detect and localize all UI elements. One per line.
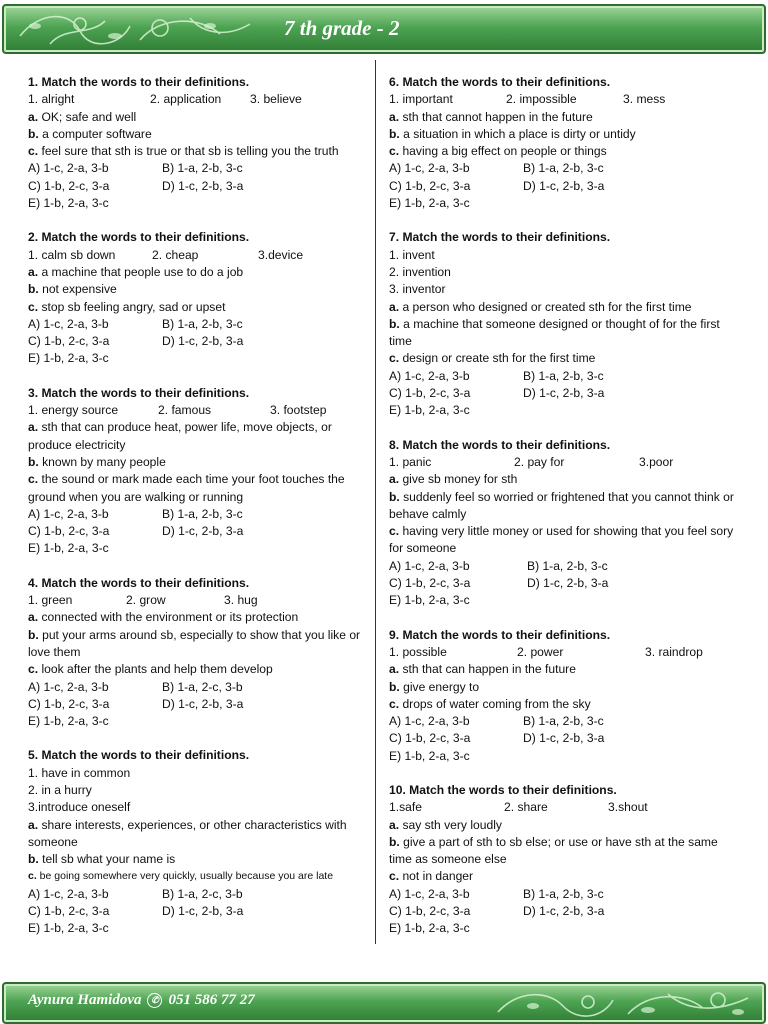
def-letter: c. xyxy=(389,524,400,539)
answer-option[interactable]: A) 1-c, 2-a, 3-b xyxy=(389,886,470,901)
word-list xyxy=(28,592,368,609)
answer-option[interactable]: A) 1-c, 2-a, 3-b xyxy=(389,161,470,176)
def-letter: a. xyxy=(28,109,39,124)
word-list xyxy=(389,454,734,471)
def-letter: c. xyxy=(28,870,37,883)
def-letter: a. xyxy=(389,472,400,487)
answer-option[interactable]: B) 1-a, 2-b, 3-c xyxy=(162,506,243,521)
question-title: 5. Match the words to their definitions. xyxy=(28,748,250,763)
word-item: 1. calm sb down xyxy=(28,247,116,262)
definition-text: put your arms around sb, especially to show that you like or love them xyxy=(28,627,361,659)
title-container xyxy=(284,16,400,41)
def-letter: c. xyxy=(389,869,400,884)
word-item: 1. alright xyxy=(28,92,75,107)
definition-text: give energy to xyxy=(399,679,480,694)
definition-text: share interests, experiences, or other characteristics with someone xyxy=(28,817,347,849)
word-item: 2. famous xyxy=(158,403,212,418)
definition-text: suddenly feel so worried or frightened that you cannot think or behave calmly xyxy=(389,489,734,521)
word-item: 2. impossible xyxy=(506,92,577,107)
word-item: 3. raindrop xyxy=(645,644,703,659)
footer-credit xyxy=(28,992,255,1009)
def-letter: c. xyxy=(28,472,39,487)
word-item: 2. share xyxy=(504,800,548,815)
definition-text: a computer software xyxy=(38,126,152,141)
question-7 xyxy=(389,229,734,419)
question-title: 4. Match the words to their definitions. xyxy=(28,575,250,590)
answer-option[interactable]: E) 1-b, 2-a, 3-c xyxy=(28,921,109,936)
answer-option[interactable]: D) 1-c, 2-b, 3-a xyxy=(523,731,605,746)
answer-option[interactable]: C) 1-b, 2-c, 3-a xyxy=(389,386,471,401)
answer-option[interactable]: C) 1-b, 2-c, 3-a xyxy=(389,576,471,591)
question-6 xyxy=(389,74,734,212)
answer-option[interactable]: B) 1-a, 2-c, 3-b xyxy=(162,886,243,901)
right-column xyxy=(389,74,734,955)
answer-option[interactable]: C) 1-b, 2-c, 3-a xyxy=(28,696,110,711)
answer-option[interactable]: C) 1-b, 2-c, 3-a xyxy=(389,178,471,193)
question-5 xyxy=(28,747,368,937)
question-title: 10. Match the words to their definitions. xyxy=(389,782,617,797)
answer-option[interactable]: D) 1-c, 2-b, 3-a xyxy=(162,696,244,711)
word-item: 1.safe xyxy=(389,800,422,815)
definition-text: having a big effect on people or things xyxy=(399,144,607,159)
def-letter: a. xyxy=(28,817,39,832)
word-item: 1. important xyxy=(389,92,453,107)
word-item: 2. invention xyxy=(389,264,451,279)
word-item: 3. hug xyxy=(224,593,258,608)
answer-option[interactable]: A) 1-c, 2-a, 3-b xyxy=(28,506,109,521)
def-letter: c. xyxy=(28,144,39,159)
word-item: 3.shout xyxy=(608,800,648,815)
answer-option[interactable]: E) 1-b, 2-a, 3-c xyxy=(389,196,470,211)
definition-text: look after the plants and help them develop xyxy=(38,662,273,677)
question-title: 6. Match the words to their definitions. xyxy=(389,75,611,89)
answer-option[interactable]: D) 1-c, 2-b, 3-a xyxy=(162,178,244,193)
answer-option[interactable]: D) 1-c, 2-b, 3-a xyxy=(523,904,605,919)
word-item: 1. possible xyxy=(389,644,447,659)
word-item: 2. application xyxy=(150,92,222,107)
definition-text: connected with the environment or its protection xyxy=(38,610,299,625)
answer-option[interactable]: C) 1-b, 2-c, 3-a xyxy=(28,524,110,539)
question-title: 7. Match the words to their definitions. xyxy=(389,230,611,245)
definition-text: tell sb what your name is xyxy=(38,852,176,867)
answer-option[interactable]: B) 1-a, 2-b, 3-c xyxy=(162,316,243,331)
answer-option[interactable]: E) 1-b, 2-a, 3-c xyxy=(389,593,470,608)
word-item: 2. cheap xyxy=(152,247,199,262)
question-title: 2. Match the words to their definitions. xyxy=(28,230,250,245)
definition-text: a machine that someone designed or thought of for the first time xyxy=(389,316,720,349)
question-title: 1. Match the words to their definitions. xyxy=(28,75,250,89)
def-letter: b. xyxy=(389,126,400,141)
whatsapp-icon: ✆ xyxy=(147,993,162,1008)
def-letter: b. xyxy=(389,316,400,331)
answer-option[interactable]: B) 1-a, 2-b, 3-c xyxy=(523,886,604,901)
question-title: 8. Match the words to their definitions. xyxy=(389,437,611,452)
answer-option[interactable]: E) 1-b, 2-a, 3-c xyxy=(28,714,109,729)
word-item: 3.poor xyxy=(639,454,674,469)
answer-option[interactable]: C) 1-b, 2-c, 3-a xyxy=(28,178,110,193)
definition-text: OK; safe and well xyxy=(38,109,137,124)
word-item: 2. power xyxy=(517,644,564,659)
answer-option[interactable]: B) 1-a, 2-b, 3-c xyxy=(523,161,604,176)
definition-text: a machine that people use to do a job xyxy=(38,264,244,279)
answer-option[interactable]: C) 1-b, 2-c, 3-a xyxy=(389,904,471,919)
def-letter: a. xyxy=(389,817,400,832)
question-8 xyxy=(389,437,734,610)
def-letter: a. xyxy=(28,610,39,625)
def-letter: b. xyxy=(389,489,400,504)
word-item: 3.device xyxy=(258,247,304,262)
definition-text: sth that can happen in the future xyxy=(399,662,576,677)
answer-option[interactable]: A) 1-c, 2-a, 3-b xyxy=(28,679,109,694)
definition-text: say sth very loudly xyxy=(399,817,502,832)
word-item: 2. in a hurry xyxy=(28,782,92,797)
def-letter: b. xyxy=(28,282,39,297)
question-2 xyxy=(28,229,368,367)
answer-option[interactable]: E) 1-b, 2-a, 3-c xyxy=(28,351,109,366)
answer-option[interactable]: D) 1-c, 2-b, 3-a xyxy=(162,904,244,919)
word-item: 1. have in common xyxy=(28,765,131,780)
def-letter: c. xyxy=(389,144,400,159)
answer-option[interactable]: C) 1-b, 2-c, 3-a xyxy=(28,904,110,919)
definition-text: give a part of sth to sb else; or use or have sth at the same time as someone else xyxy=(389,834,718,867)
word-list xyxy=(389,799,734,816)
floral-ornament-left xyxy=(10,6,270,52)
answer-option[interactable]: A) 1-c, 2-a, 3-b xyxy=(389,558,470,573)
definition-text: stop sb feeling angry, sad or upset xyxy=(38,299,226,314)
definition-text: drops of water coming from the sky xyxy=(399,696,591,711)
definition-text: not expensive xyxy=(38,282,117,297)
definition-text: feel sure that sth is true or that sb is telling you the truth xyxy=(38,144,339,159)
page-title: 7 th grade - 2 xyxy=(284,16,400,40)
answer-option[interactable]: A) 1-c, 2-a, 3-b xyxy=(389,368,470,383)
def-letter: b. xyxy=(28,126,39,141)
word-list xyxy=(28,91,368,108)
word-item: 3. inventor xyxy=(389,282,446,297)
author-name: Aynura Hamidova xyxy=(28,992,142,1008)
answer-option[interactable]: E) 1-b, 2-a, 3-c xyxy=(389,748,470,763)
word-item: 1. energy source xyxy=(28,403,119,418)
answer-option[interactable]: E) 1-b, 2-a, 3-c xyxy=(28,541,109,556)
def-letter: b. xyxy=(28,627,39,642)
word-item: 3. mess xyxy=(623,92,666,107)
definition-text: sth that can produce heat, power life, move objects, or produce electricity xyxy=(28,420,332,452)
word-item: 2. grow xyxy=(126,593,166,608)
definition-text: a person who designed or created sth for the first time xyxy=(399,299,692,314)
question-1 xyxy=(28,74,368,212)
answer-option[interactable]: D) 1-c, 2-b, 3-a xyxy=(523,386,605,401)
def-letter: a. xyxy=(28,264,39,279)
word-item: 1. panic xyxy=(389,454,432,469)
header-banner xyxy=(2,4,766,54)
footer-banner xyxy=(2,982,766,1024)
phone-number: 051 586 77 27 xyxy=(168,992,255,1008)
def-letter: b. xyxy=(28,852,39,867)
word-list xyxy=(389,91,734,108)
answer-option[interactable]: A) 1-c, 2-a, 3-b xyxy=(28,316,109,331)
answer-option[interactable]: E) 1-b, 2-a, 3-c xyxy=(28,196,109,211)
def-letter: a. xyxy=(28,420,39,435)
definition-text: having very little money or used for showing that you feel sory for someone xyxy=(389,524,734,556)
floral-ornament-right xyxy=(488,984,758,1022)
answer-option[interactable]: C) 1-b, 2-c, 3-a xyxy=(28,334,110,349)
def-letter: c. xyxy=(28,662,39,677)
answer-option[interactable]: D) 1-c, 2-b, 3-a xyxy=(162,334,244,349)
question-4 xyxy=(28,575,368,731)
word-item: 2. pay for xyxy=(514,454,565,469)
answer-option[interactable]: B) 1-a, 2-b, 3-c xyxy=(527,558,608,573)
left-column xyxy=(28,74,368,955)
answer-option[interactable]: E) 1-b, 2-a, 3-c xyxy=(389,403,470,418)
def-letter: a. xyxy=(389,109,400,124)
definition-text: be going somewhere very quickly, usually because you are late xyxy=(36,870,334,883)
def-letter: c. xyxy=(389,696,400,711)
def-letter: a. xyxy=(389,299,400,314)
question-9 xyxy=(389,627,734,765)
answer-option[interactable]: A) 1-c, 2-a, 3-b xyxy=(389,714,470,729)
word-list xyxy=(389,644,734,661)
word-item: 1. invent xyxy=(389,247,435,262)
question-title: 3. Match the words to their definitions. xyxy=(28,385,250,400)
column-divider xyxy=(375,60,376,944)
answer-option[interactable]: D) 1-c, 2-b, 3-a xyxy=(162,524,244,539)
definition-text: a situation in which a place is dirty or untidy xyxy=(399,126,636,141)
word-list xyxy=(28,402,368,419)
question-3 xyxy=(28,385,368,558)
definition-text: give sb money for sth xyxy=(399,472,518,487)
answer-option[interactable]: D) 1-c, 2-b, 3-a xyxy=(523,178,605,193)
word-item: 3. footstep xyxy=(270,403,327,418)
answer-option[interactable]: B) 1-a, 2-c, 3-b xyxy=(162,679,243,694)
definition-text: design or create sth for the first time xyxy=(399,351,596,366)
definition-text: the sound or mark made each time your foot touches the ground when you are walking or running xyxy=(28,472,345,504)
word-item: 3. believe xyxy=(250,92,302,107)
word-list xyxy=(28,247,368,264)
def-letter: c. xyxy=(28,299,39,314)
answer-option[interactable]: B) 1-a, 2-b, 3-c xyxy=(162,161,243,176)
answer-option[interactable]: B) 1-a, 2-b, 3-c xyxy=(523,368,604,383)
answer-option[interactable]: B) 1-a, 2-b, 3-c xyxy=(523,714,604,729)
definition-text: sth that cannot happen in the future xyxy=(399,109,593,124)
answer-option[interactable]: C) 1-b, 2-c, 3-a xyxy=(389,731,471,746)
question-title: 9. Match the words to their definitions. xyxy=(389,627,611,642)
definition-text: not in danger xyxy=(399,869,474,884)
definition-text: known by many people xyxy=(38,454,166,469)
word-item: 1. green xyxy=(28,593,73,608)
answer-option[interactable]: A) 1-c, 2-a, 3-b xyxy=(28,886,109,901)
answer-option[interactable]: D) 1-c, 2-b, 3-a xyxy=(527,576,609,591)
question-10 xyxy=(389,782,734,938)
def-letter: a. xyxy=(389,662,400,677)
def-letter: b. xyxy=(28,454,39,469)
def-letter: b. xyxy=(389,679,400,694)
answer-option[interactable]: E) 1-b, 2-a, 3-c xyxy=(389,921,470,936)
def-letter: b. xyxy=(389,834,400,849)
word-item: 3.introduce oneself xyxy=(28,800,131,815)
def-letter: c. xyxy=(389,351,400,366)
answer-option[interactable]: A) 1-c, 2-a, 3-b xyxy=(28,161,109,176)
